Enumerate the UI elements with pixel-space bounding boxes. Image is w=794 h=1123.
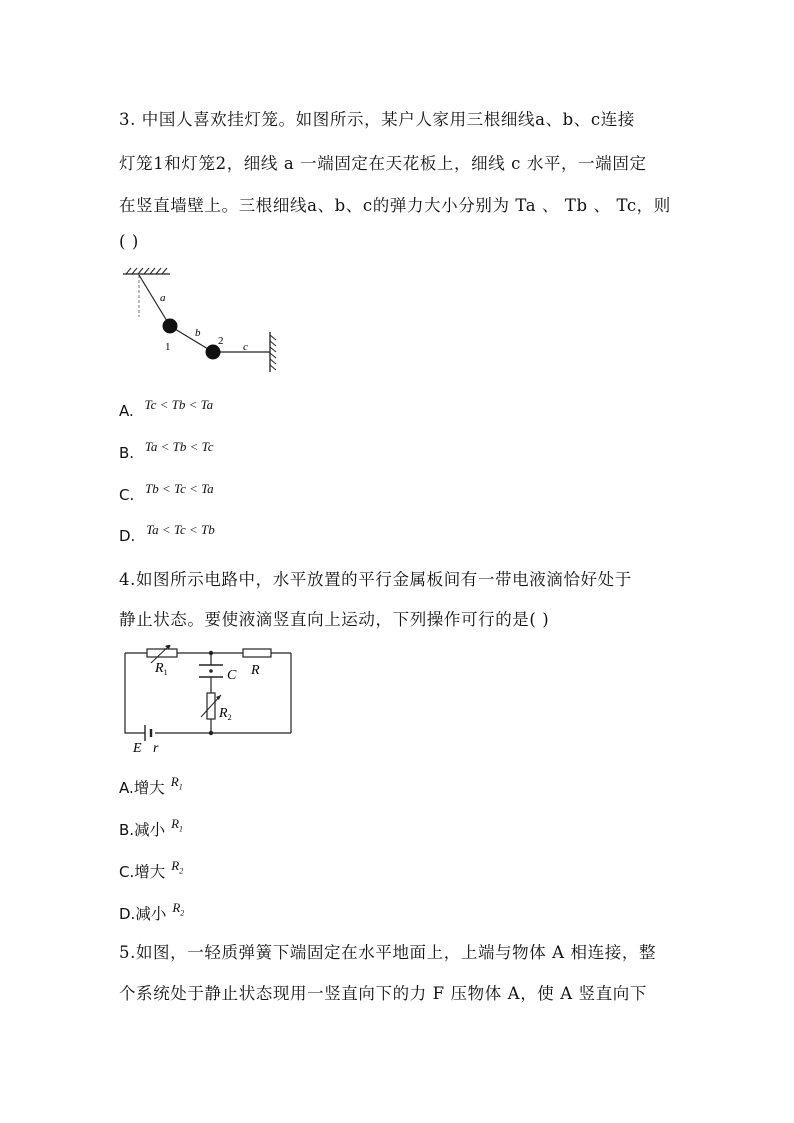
q4-option-d[interactable] xyxy=(119,902,184,925)
q5-line-2: 个系统处于静止状态现用一竖直向下的力 F 压物体 A，使 A 竖直向下 xyxy=(119,984,648,1003)
option-text: 增大 xyxy=(133,779,165,797)
option-subscript: 1 xyxy=(179,824,184,834)
option-expression: Tb < Tc < Ta xyxy=(145,481,214,496)
option-label: A. xyxy=(119,402,134,420)
lantern-figure xyxy=(115,262,295,382)
q3-line-2: 灯笼1和灯笼2，细线 a 一端固定在天花板上，细线 c 水平，一端固定 xyxy=(119,154,647,173)
label-b: b xyxy=(195,327,201,339)
q3-option-d[interactable] xyxy=(119,522,215,545)
label-r1: $R_1$ xyxy=(155,661,168,677)
option-subscript: 2 xyxy=(179,866,184,876)
option-subscript: 2 xyxy=(180,908,185,918)
option-label: C. xyxy=(119,863,135,881)
q3-option-c[interactable] xyxy=(119,481,214,504)
q4-option-b[interactable] xyxy=(119,818,183,841)
option-expression: Tc < Tb < Ta xyxy=(144,397,214,412)
option-label: B. xyxy=(119,821,135,839)
option-label: C. xyxy=(119,486,135,504)
option-label: B. xyxy=(119,444,135,462)
label-e: E xyxy=(133,741,142,756)
q3-answer-blank: ( ) xyxy=(119,232,139,251)
q4-line-2: 静止状态。要使液滴竖直向上运动，下列操作可行的是( ) xyxy=(119,610,550,629)
label-a: a xyxy=(160,292,166,304)
option-label: A. xyxy=(119,779,134,797)
q4-option-c[interactable] xyxy=(119,860,183,883)
option-text: 减小 xyxy=(134,821,166,839)
q3-option-a[interactable] xyxy=(119,397,214,420)
option-subscript: 1 xyxy=(178,782,183,792)
option-label: D. xyxy=(119,527,136,545)
label-c-capacitor: C xyxy=(227,668,237,683)
label-2: 2 xyxy=(218,335,224,347)
option-text: 减小 xyxy=(135,905,167,923)
label-1: 1 xyxy=(165,341,171,353)
option-symbol: R xyxy=(172,900,181,915)
q4-line-1: 4.如图所示电路中，水平放置的平行金属板间有一带电液滴恰好处于 xyxy=(119,570,632,589)
q4-option-a[interactable] xyxy=(119,776,183,799)
option-expression: Ta < Tc < Tb xyxy=(146,522,215,537)
option-symbol: R xyxy=(170,774,179,789)
q3-option-b[interactable] xyxy=(119,439,214,462)
option-label: D. xyxy=(119,905,136,923)
label-r-internal: r xyxy=(153,741,159,756)
q5-line-1: 5.如图，一轻质弹簧下端固定在水平地面上，上端与物体 A 相连接，整 xyxy=(119,943,657,962)
circuit-figure xyxy=(115,645,300,757)
option-expression: Ta < Tb < Tc xyxy=(144,439,214,454)
label-r2: $R_2$ xyxy=(219,706,232,722)
option-symbol: R xyxy=(171,858,180,873)
option-symbol: R xyxy=(171,816,180,831)
q3-line-1: 3. 中国人喜欢挂灯笼。如图所示，某户人家用三根细线a、b、c连接 xyxy=(119,110,635,129)
q3-line-3: 在竖直墙壁上。三根细线a、b、c的弹力大小分别为 Ta 、 Tb 、 Tc，则 xyxy=(119,196,671,215)
label-r: R xyxy=(251,663,260,678)
option-text: 增大 xyxy=(134,863,166,881)
label-c: c xyxy=(243,341,248,353)
